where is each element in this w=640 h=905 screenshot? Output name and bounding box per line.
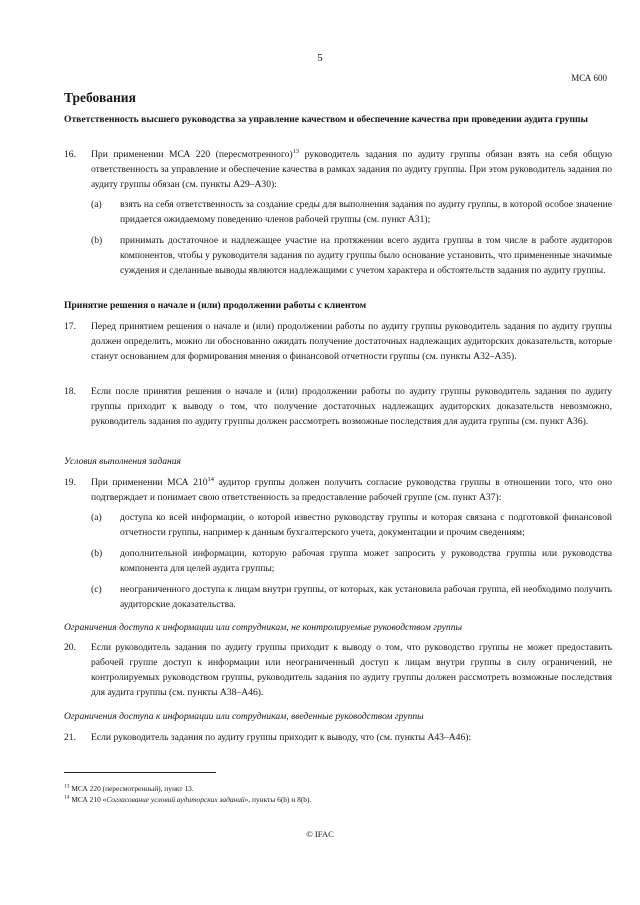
- subheading-client-acceptance: Принятие решения о начале и (или) продолжении работы с клиентом: [64, 300, 367, 311]
- paragraph-number: 17.: [64, 321, 76, 332]
- item-label: (a): [91, 199, 102, 210]
- item-text: неограниченного доступа к лицам внутри группы, от которых, как установила рабочая группа, ей необходимо получить аудиторские доказательства.: [120, 584, 612, 610]
- footnote-13: [64, 784, 194, 794]
- paragraph-20: [64, 640, 612, 700]
- paragraph-17: [64, 319, 612, 364]
- paragraph-21: [64, 730, 612, 745]
- paragraph-number: 18.: [64, 386, 76, 397]
- subheading-management-responsibility: Ответственность высшего руководства за управление качеством и обеспечение качества при проведении аудита группы: [64, 114, 588, 125]
- paragraph-18: [64, 384, 612, 429]
- paragraph-19: [64, 475, 612, 505]
- paragraph-text: Если руководитель задания по аудиту группы приходит к выводу, что (см. пункты A43–A46):: [91, 732, 472, 743]
- footnote-number: 14: [64, 794, 70, 801]
- paragraph-19-item-b: [91, 546, 612, 576]
- paragraph-number: 20.: [64, 642, 76, 653]
- footnote-number: 13: [64, 783, 70, 790]
- paragraph-text: При применении МСА 220 (пересмотренного)$^{13}$ руководитель задания по аудиту группы обязан взять на себя общую ответственность за управление и обеспечение качества в рамках задания по аудиту группы. При этом руководитель задания по аудиту группы обязан (см. пункты A29–A30):: [91, 147, 612, 190]
- item-text: взять на себя ответственность за создание среды для выполнения задания по аудиту группы, в которой особое значение придается ожидаемому поведению членов рабочей группы (см. пункт A31);: [120, 199, 612, 225]
- footnote-text: МСА 210 «Согласование условий аудиторских заданий», пункты 6(b) и 8(b).: [71, 795, 312, 804]
- item-text: доступа ко всей информации, о которой известно руководству группы и которая связана с подготовкой финансовой отчетности группы, например к данным бухгалтерского учета, документации и прочим сведениям;: [120, 512, 612, 538]
- paragraph-16-item-a: [91, 197, 612, 227]
- item-text: дополнительной информации, которую рабочая группа может запросить у руководства группы или руководства компонента для целей аудита группы;: [120, 548, 612, 574]
- paragraph-text: Если после принятия решения о начале и (или) продолжении работы по аудиту группы руководитель задания по аудиту группы приходит к выводу о том, что получение достаточных надлежащих аудиторских доказательств невозможно, руководитель задания по аудиту группы должен рассмотреть возможные последствия для аудита группы (см. пункт A36).: [91, 386, 612, 427]
- paragraph-16: [64, 147, 612, 192]
- document-code: МСА 600: [571, 73, 607, 83]
- paragraph-text: Перед принятием решения о начале и (или) продолжении работы по аудиту группы руководитель задания по аудиту группы должен определить, можно ли обоснованно ожидать получение достаточных надлежащих аудиторских доказательств, которые станут основанием для формирования мнения о финансовой отчетности группы (см. пункты A32–A35).: [91, 321, 612, 362]
- paragraph-number: 21.: [64, 732, 76, 743]
- footer-copyright: © IFAC: [306, 829, 334, 839]
- footnote-ref: 14: [207, 475, 215, 483]
- paragraph-number: 16.: [64, 149, 76, 160]
- item-label: (c): [91, 584, 102, 595]
- item-label: (a): [91, 512, 102, 523]
- page-number: 5: [317, 52, 323, 64]
- heading-engagement-terms: Условия выполнения задания: [64, 456, 182, 467]
- footnote-14: [64, 795, 311, 805]
- section-title: Требования: [64, 90, 136, 105]
- paragraph-19-item-a: [91, 510, 612, 540]
- item-label: (b): [91, 235, 103, 246]
- item-text: принимать достаточное и надлежащее участие на протяжении всего аудита группы в том числе в работе аудиторов компонентов, чтобы у руководителя задания по аудиту группы было основание установить, что примененные значимые суждения и сделанные выводы являются надлежащими с учетом характера и обстоятельств задания по аудиту группы.: [120, 235, 612, 276]
- paragraph-text: При применении МСА $210^{14}$ аудитор группы должен получить согласие руководства группы в отношении того, что оно подтверждает и понимает свою ответственность за предоставление рабочей группе (см. пункт A37):: [91, 475, 613, 503]
- paragraph-19-item-c: [91, 582, 612, 612]
- paragraph-text: Если руководитель задания по аудиту группы приходит к выводу о том, что руководство группы не может предоставить рабочей группе доступ к информации или неограниченный доступ к лицам внутри группы в силу ограничений, не контролируемых руководством группы, руководитель задания по аудиту группы должен рассмотреть возможные последствия для аудита группы (см. пункты A38–A46).: [91, 642, 612, 698]
- paragraph-number: 19.: [64, 477, 76, 488]
- heading-restrictions-imposed: Ограничения доступа к информации или сотрудникам, введенные руководством группы: [64, 711, 424, 722]
- footnote-ref: 13: [292, 147, 300, 155]
- item-label: (b): [91, 548, 103, 559]
- footnote-divider: [64, 772, 216, 773]
- paragraph-16-item-b: [91, 233, 612, 278]
- heading-restrictions-outside-control: Ограничения доступа к информации или сотрудникам, не контролируемые руководством группы: [64, 622, 462, 633]
- footnote-text: МСА 220 (пересмотренный), пункт 13.: [71, 784, 194, 793]
